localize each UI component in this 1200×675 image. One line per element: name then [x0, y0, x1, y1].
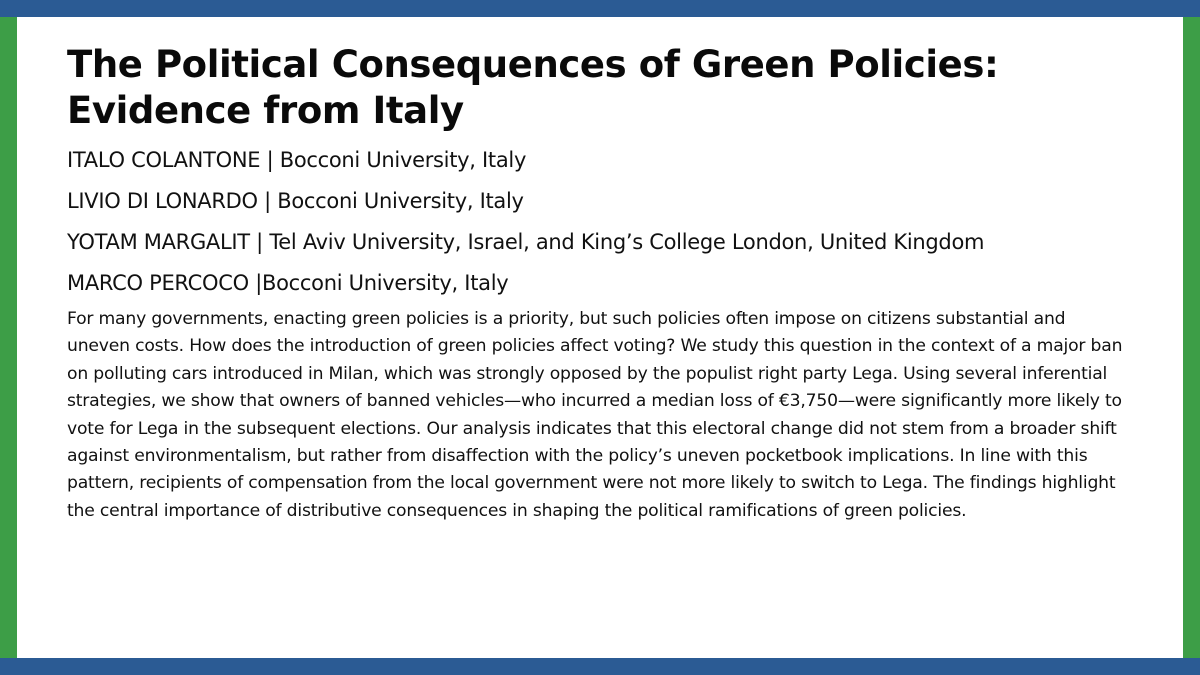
- author-list: [67, 140, 1147, 304]
- frame-right-bar: [1183, 17, 1200, 658]
- abstract-text: For many governments, enacting green policies is a priority, but such policies often impose on citizens substantial and uneven costs. How does the introduction of green policies affect voting? We study this question in the context of a major ban on polluting cars introduced in Milan, which was strongly opposed by the populist right party Lega. Using several inferential strategies, we show that owners of banned vehicles—who incurred a median loss of €3,750—were significantly more likely to vote for Lega in the subsequent elections. Our analysis indicates that this electoral change did not stem from a broader shift against environmentalism, but rather from disaffection with the policy’s uneven pocketbook implications. In line with this pattern, recipients of compensation from the local government were not more likely to switch to Lega. The findings highlight the central importance of distributive consequences in shaping the political ramifications of green policies.: [67, 309, 1123, 521]
- author-line: MARCO PERCOCO |Bocconi University, Italy: [67, 271, 509, 295]
- frame-top-bar: [0, 0, 1200, 17]
- paper-title: The Political Consequences of Green Policies: Evidence from Italy: [67, 43, 999, 132]
- author-line: YOTAM MARGALIT | Tel Aviv University, Israel, and King’s College London, United Kingdom: [67, 230, 985, 254]
- paper-card: [67, 42, 1147, 525]
- author-line: LIVIO DI LONARDO | Bocconi University, Italy: [67, 189, 524, 213]
- author-line: ITALO COLANTONE | Bocconi University, Italy: [67, 148, 527, 172]
- frame-left-bar: [0, 17, 17, 658]
- frame-bottom-bar: [0, 658, 1200, 675]
